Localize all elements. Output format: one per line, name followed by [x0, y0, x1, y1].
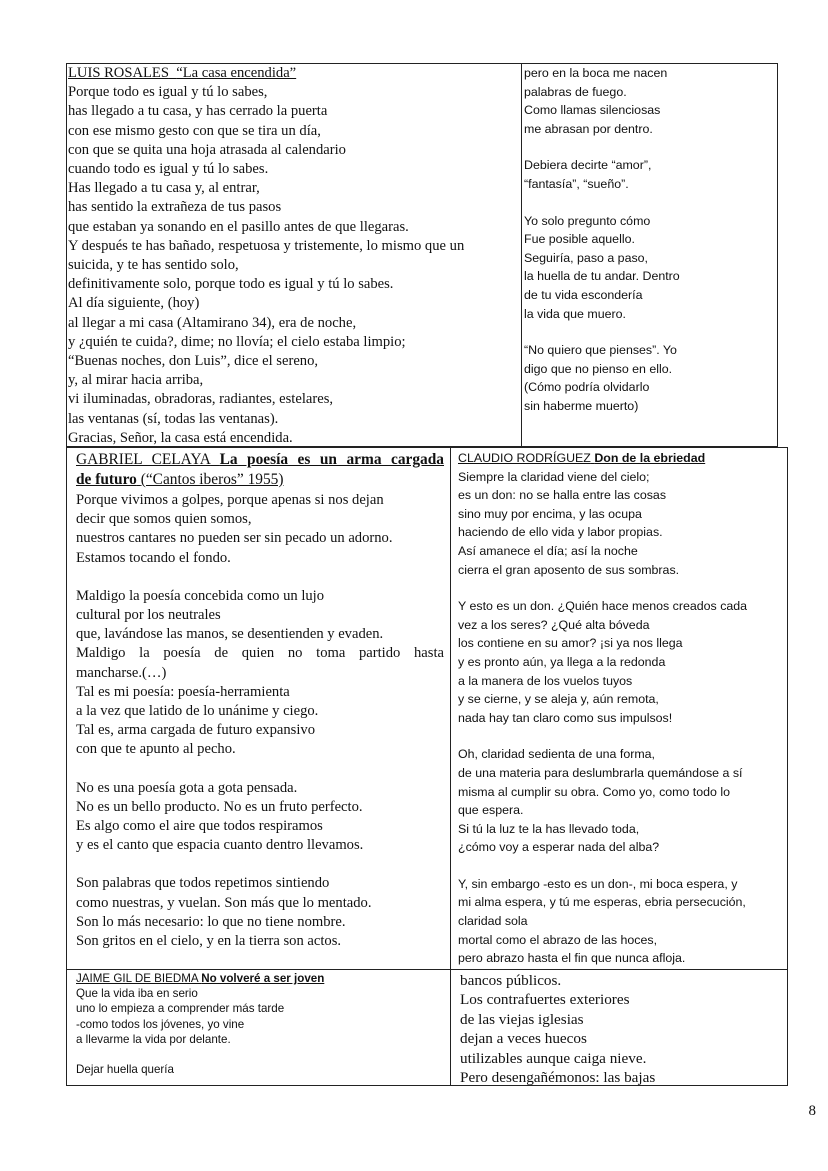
- poem-line: Y esto es un don. ¿Quién hace menos creados cada: [458, 599, 748, 614]
- poem-line: claridad sola: [458, 914, 528, 929]
- poem-line: a la manera de los vuelos tuyos: [458, 673, 633, 688]
- rodriguez-title: Don de la ebriedad: [594, 451, 706, 465]
- celaya-title-part1: La poesía es un arma cargada: [219, 451, 445, 468]
- poem-line: Yo solo pregunto cómo: [524, 213, 651, 228]
- poem-line: Pero desengañémonos: las bajas: [460, 1069, 656, 1087]
- poem-line: Que la vida iba en serio: [76, 987, 198, 1001]
- poem-line: pero en la boca me nacen: [524, 66, 668, 80]
- poem-line: “Buenas noches, don Luis”, dice el sereno,: [68, 353, 319, 370]
- top-right-poem: [524, 64, 777, 416]
- celaya-author: GABRIEL CELAYA: [76, 451, 211, 468]
- stanza-break: [524, 194, 777, 212]
- bottom-right-box: [450, 969, 788, 1086]
- biedma-author: JAIME GIL DE BIEDMA: [76, 972, 198, 985]
- rodriguez-poem: [458, 468, 787, 968]
- poem-line: Oh, claridad sedienta de una forma,: [458, 747, 655, 762]
- poem-line: Y después te has bañado, respetuosa y tristemente, lo mismo que un: [68, 237, 465, 254]
- poem-line: como nuestras, y vuelan. Son más que lo mentado.: [76, 894, 372, 911]
- poem-line: Si tú la luz te la has llevado toda,: [458, 821, 640, 836]
- celaya-box: [66, 447, 451, 970]
- celaya-title-part2: de futuro: [76, 471, 137, 488]
- biedma-title: No volveré a ser joven: [201, 972, 325, 985]
- poem-line: definitivamente solo, porque todo es igual y tú lo sabes.: [68, 276, 394, 293]
- poem-line: Has llegado a tu casa y, al entrar,: [68, 180, 260, 197]
- poem-line: Los contrafuertes exteriores: [460, 991, 630, 1009]
- biedma-heading: [76, 971, 450, 986]
- poem-line: has llegado a tu casa, y has cerrado la puerta: [68, 103, 328, 120]
- poem-line: uno lo empieza a comprender más tarde: [76, 1002, 285, 1016]
- poem-line: y se cierne, y se aleja y, aún remota,: [458, 692, 659, 707]
- stanza-break: [76, 855, 444, 874]
- poem-line: y es pronto aún, ya llega a la redonda: [458, 654, 666, 669]
- bottom-right-poem: [460, 971, 787, 1087]
- poem-line: Debiera decirte “amor”,: [524, 158, 652, 173]
- poem-line: Maldigo la poesía de quien no toma partido hasta: [76, 645, 444, 662]
- poem-line: nada hay tan claro como sus impulsos!: [458, 710, 673, 725]
- rodriguez-heading: [458, 449, 787, 468]
- poem-line: dejan a veces huecos: [460, 1030, 587, 1048]
- poem-line: Fue posible aquello.: [524, 232, 635, 247]
- poem-line: cuando todo es igual y tú lo sabes.: [68, 161, 269, 178]
- poem-line: misma al cumplir su obra. Como yo, como todo lo: [458, 784, 731, 799]
- stanza-break: [524, 138, 777, 156]
- poem-line: de tu vida escondería: [524, 287, 643, 302]
- poem-line: Porque todo es igual y tú lo sabes,: [68, 84, 268, 101]
- top-right-box: [521, 63, 778, 447]
- poem-line: la huella de tu andar. Dentro: [524, 269, 680, 284]
- poem-line: cierra el gran aposento de sus sombras.: [458, 562, 680, 577]
- biedma-box: [66, 969, 451, 1086]
- poem-line: que estaban ya sonando en el pasillo antes de que llegaras.: [68, 218, 409, 235]
- poem-line: con que te apunto al pecho.: [76, 741, 236, 758]
- poem-line: “No quiero que pienses”. Yo: [524, 343, 677, 358]
- poem-line: decir que somos quien somos,: [76, 511, 252, 528]
- stanza-break: [458, 579, 787, 597]
- rosales-poem: [68, 83, 523, 448]
- poem-line: bancos públicos.: [460, 972, 562, 989]
- poem-line: mi alma espera, y tú me esperas, ebria persecución,: [458, 895, 746, 910]
- poem-line: Es algo como el aire que todos respiramos: [76, 818, 323, 835]
- poem-line: Tal es, arma cargada de futuro expansivo: [76, 722, 316, 739]
- poem-line: y, al mirar hacia arriba,: [68, 372, 204, 389]
- poem-line: No es una poesía gota a gota pensada.: [76, 779, 298, 796]
- rosales-box: [66, 63, 523, 447]
- poem-line: las ventanas (sí, todas las ventanas).: [68, 410, 279, 427]
- poem-line: al llegar a mi casa (Altamirano 34), era de noche,: [68, 314, 357, 331]
- poem-line: mortal como el abrazo de las hoces,: [458, 932, 658, 947]
- poem-line: has sentido la extrañeza de tus pasos: [68, 199, 282, 216]
- biedma-poem: [76, 986, 450, 1047]
- rosales-heading: [68, 64, 523, 83]
- poem-line: con que se quita una hoja atrasada al calendario: [68, 141, 346, 158]
- poem-line: vez a los seres? ¿Qué alta bóveda: [458, 617, 650, 632]
- poem-line: Estamos tocando el fondo.: [76, 549, 231, 566]
- stanza-break: [458, 857, 787, 875]
- poem-line: “fantasía”, “sueño”.: [524, 176, 629, 191]
- poem-line: es un don: no se halla entre las cosas: [458, 488, 667, 503]
- poem-line: me abrasan por dentro.: [524, 121, 653, 136]
- poem-line: Siempre la claridad viene del cielo;: [458, 469, 650, 484]
- poem-line: y ¿quién te cuida?, dime; no llovía; el cielo estaba limpio;: [68, 333, 406, 350]
- page-number: 8: [808, 1103, 816, 1119]
- poem-line: palabras de fuego.: [524, 84, 627, 99]
- poem-line: Tal es mi poesía: poesía-herramienta: [76, 683, 290, 700]
- stanza-break: [76, 568, 444, 587]
- poem-line: de las viejas iglesias: [460, 1010, 584, 1028]
- poem-line: que espera.: [458, 803, 524, 818]
- poem-line: -como todos los jóvenes, yo vine: [76, 1017, 245, 1031]
- poem-line: Porque vivimos a golpes, porque apenas si nos dejan: [76, 492, 384, 508]
- celaya-source: (“Cantos iberos” 1955): [140, 471, 284, 488]
- poem-line: ¿cómo voy a esperar nada del alba?: [458, 840, 660, 855]
- rodriguez-author: CLAUDIO RODRÍGUEZ: [458, 451, 591, 465]
- biedma-last-line: Dejar huella quería: [76, 1063, 174, 1077]
- poem-line: haciendo de ello vida y labor propias.: [458, 525, 663, 540]
- poem-line: suicida, y te has sentido solo,: [68, 257, 239, 274]
- poem-line: a llevarme la vida por delante.: [76, 1032, 231, 1046]
- stanza-break: [458, 727, 787, 745]
- celaya-heading: [76, 450, 444, 490]
- poem-line: cultural por los neutrales: [76, 607, 221, 624]
- poem-line: Y, sin embargo -esto es un don-, mi boca espera, y: [458, 876, 738, 891]
- poem-line: de una materia para deslumbrarla quemándose a sí: [458, 765, 743, 780]
- poem-line: vi iluminadas, obradoras, radiantes, estelares,: [68, 391, 334, 408]
- poem-line: digo que no pienso en ello.: [524, 361, 673, 376]
- poem-line: que, lavándose las manos, se desentienden y evaden.: [76, 626, 384, 643]
- stanza-break: [524, 323, 777, 341]
- rosales-title: “La casa encendida”: [176, 65, 297, 81]
- poem-line: Al día siguiente, (hoy): [68, 295, 200, 312]
- stanza-break: [76, 760, 444, 779]
- poem-line: utilizables aunque caiga nieve.: [460, 1049, 647, 1067]
- poem-line: Gracias, Señor, la casa está encendida.: [68, 429, 293, 446]
- poem-line: Como llamas silenciosas: [524, 103, 661, 118]
- poem-line: Así amanece el día; así la noche: [458, 543, 638, 558]
- poem-line: No es un bello producto. No es un fruto perfecto.: [76, 798, 363, 815]
- poem-line: sino muy por encima, y las ocupa: [458, 506, 642, 521]
- rodriguez-box: [450, 447, 788, 970]
- poem-line: Son gritos en el cielo, y en la tierra son actos.: [76, 933, 342, 950]
- poem-line: Son palabras que todos repetimos sintiendo: [76, 875, 330, 892]
- rosales-author: LUIS ROSALES: [68, 65, 169, 81]
- poem-line: a la vez que latido de lo unánime y ciego.: [76, 703, 319, 720]
- poem-line: mancharse.(…): [76, 664, 167, 681]
- poem-line: (Cómo podría olvidarlo: [524, 380, 650, 395]
- poem-line: nuestros cantares no pueden ser sin pecado un adorno.: [76, 530, 393, 547]
- poem-line: los contiene en su amor? ¡si ya nos llega: [458, 636, 683, 651]
- poem-line: sin haberme muerto): [524, 398, 639, 413]
- poem-line: Son lo más necesario: lo que no tiene nombre.: [76, 913, 346, 930]
- poem-line: pero abrazo hasta el fin que nunca afloja.: [458, 951, 686, 966]
- celaya-poem: [76, 491, 444, 951]
- poem-line: la vida que muero.: [524, 306, 626, 321]
- poem-line: con ese mismo gesto con que se tira un día,: [68, 122, 321, 139]
- poem-line: Seguiría, paso a paso,: [524, 250, 648, 265]
- poem-line: y es el canto que espacia cuanto dentro llevamos.: [76, 837, 364, 854]
- poem-line: Maldigo la poesía concebida como un lujo: [76, 587, 325, 604]
